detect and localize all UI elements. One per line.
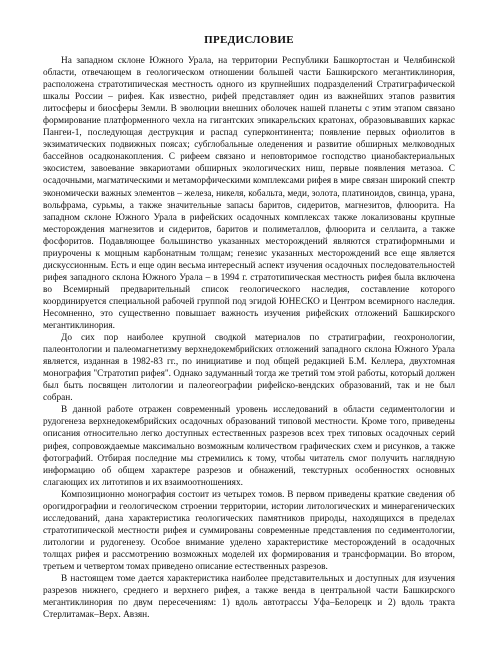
paragraph-1: На западном склоне Южного Урала, на территории Республики Башкортостан и Челябинской области, отвечающем в геологическом отношении большей части Башкирского мегантиклинория, расположена стратотипическая местность одного из крупнейших подразделений Стратиграфической шкалы России – рифея. Как известно, рифей представляет один из важнейших этапов развития литосферы и биосферы Земли. В эволюции внешних оболочек нашей планеты с этим этапом связано формирование платформенного чехла на гигантских эпикарельских кратонах, образовывавших каркас Пангеи-1, последующая деструкция и распад суперконтинента; появление первых офиолитов в экзиматических подвижных поясах; субглобальные оледенения и развитие обширных мелководных бассейнов осадконакопления. С рифеем связано и неповторимое господство цианобактериальных экосистем, завоевание эвкариотами обширных экологических ниш, первые появления метазоа. С осадочными, магматическими и метаморфическими комплексами рифея в мире связан широкий спектр экономически важных элементов – железа, никеля, кобальта, меди, золота, платиноидов, свинца, урана, вольфрама, сурьмы, а также значительные запасы баритов, сидеритов, магнезитов, флюорита. На западном склоне Южного Урала в рифейских осадочных комплексах также локализованы крупные месторождения магнезитов и сидеритов, баритов и полиметаллов, флюорита и селлаита, а также фосфоритов. Подавляющее большинство указанных месторождений являются стратиформными и приурочены к мощным карбонатным толщам; генезис указанных месторождений все еще является дискуссионным. Есть и еще один весьма интересный аспект изучения осадочных последовательностей рифея западного склона Южного Урала – в 1994 г. стратотипическая местность рифея была включена во Всемирный предварительный список геологического наследия, составление которого координируется специальной рабочей группой под эгидой ЮНЕСКО и Центром всемирного наследия. Несомненно, это существенно повышает важность изучения рифейских отложений Башкирского мегантиклинория. xyxy=(43,56,455,332)
paragraph-5: В настоящем томе дается характеристика наиболее представительных и доступных для изучения разрезов нижнего, среднего и верхнего рифея, а также венда в центральной части Башкирского мегантиклинория по двум пересечениям: 1) вдоль автотрассы Уфа–Белорецк и 2) вдоль тракта Стерлитамак–Верх. Авзян. xyxy=(43,574,455,621)
paragraph-4: Композиционно монография состоит из четырех томов. В первом приведены краткие сведения об орогидрографии и геологическом строении территории, истории литологических и минерагенических исследований, дана характеристика геологических памятников природы, находящихся в пределах стратотипической местности рифея и суммированы современные представления по седиментологии, литологии и рудогенезу. Особое внимание уделено характеристике месторождений в осадочных толщах рифея и рассмотрению возможных моделей их формирования и трансформации. Во втором, третьем и четвертом томах приведено описание естественных разрезов. xyxy=(43,489,455,572)
paragraph-3: В данной работе отражен современный уровень исследований в области седиментологии и рудогенеза верхнедокембрийских осадочных образований типовой местности. Кроме того, приведены описания относительно легко доступных естественных разрезов всех трех типовых осадочных серий рифея, сопровождаемые максимально возможным количеством графических схем и рисунков, а также фотографий. Отбирая последние мы стремились к тому, чтобы читатель смог получить наглядную информацию об общем характере разрезов и обнажений, текстурных особенностях основных слагающих их литотипов и их взаимоотношениях. xyxy=(43,405,455,488)
paragraph-2: До сих пор наиболее крупной сводкой материалов по стратиграфии, геохронологии, палеонтологии и палеомагнетизму верхнедокембрийских отложений западного склона Южного Урала является, изданная в 1982-83 гг., по инициативе и под общей редакцией Б.М. Келлера, двухтомная монография "Стратотип рифея". Однако задуманный тогда же третий том этой работы, который должен был быть посвящен литологии и палеогеографии рифейско-вендских образований, так и не был собран. xyxy=(43,333,455,404)
page-title: ПРЕДИСЛОВИЕ xyxy=(204,34,294,46)
